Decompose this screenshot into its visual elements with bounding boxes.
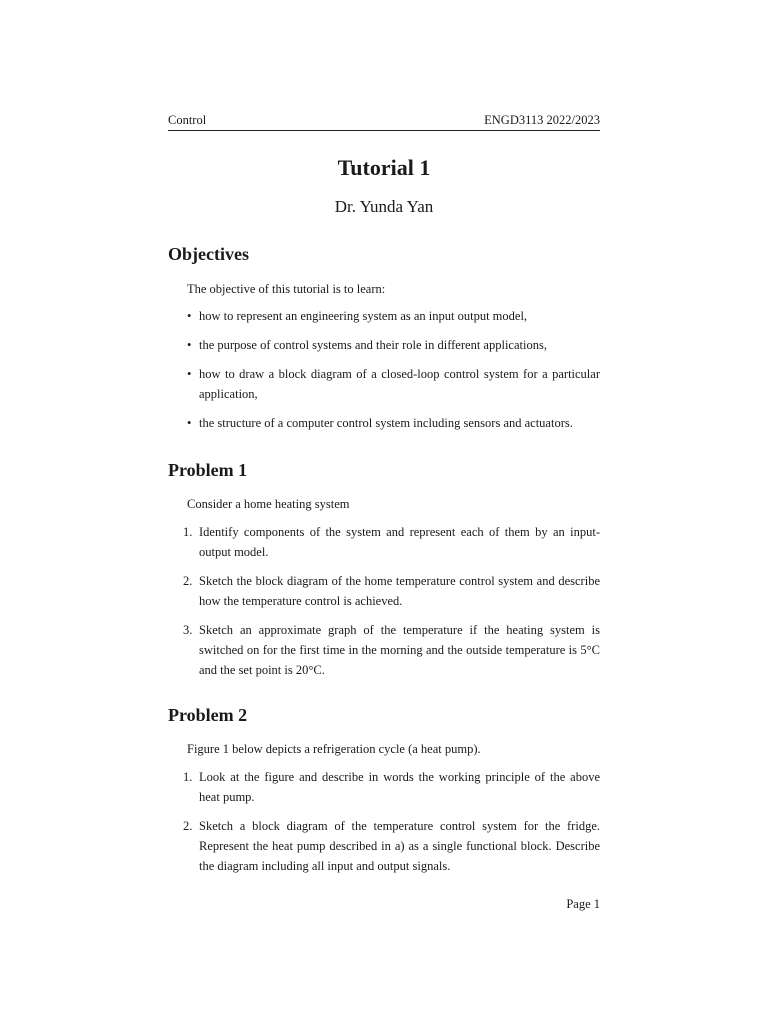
problem2-item	[168, 767, 600, 807]
item-number: 3.	[183, 623, 193, 637]
objectives-intro: The objective of this tutorial is to learn:	[187, 282, 386, 296]
problem1-list	[168, 522, 600, 680]
objectives-list	[168, 306, 600, 433]
document-title: Tutorial 1	[337, 155, 431, 180]
item-text: Sketch a block diagram of the temperature control system for the fridge. Represent the heat pump described in a) as a single functional block. Describe the diagram including all input and output signals.	[199, 819, 600, 873]
objective-item: • the purpose of control systems and their role in different applications,	[168, 335, 600, 355]
problem2-list	[168, 767, 600, 876]
problem1-item	[168, 571, 600, 611]
item-text: Sketch the block diagram of the home temperature control system and describe how the temperature control is achieved.	[199, 574, 600, 608]
item-number: 1.	[183, 770, 193, 784]
objective-item: • the structure of a computer control system including sensors and actuators.	[168, 413, 600, 433]
problem2-intro: Figure 1 below depicts a refrigeration cycle (a heat pump).	[187, 742, 481, 756]
item-text: Sketch an approximate graph of the temperature if the heating system is switched on for the first time in the morning and the outside temperature is 5°C and the set point is 20°C.	[199, 623, 600, 677]
item-number: 2.	[183, 819, 193, 833]
document-author: Dr. Yunda Yan	[334, 197, 434, 216]
header-course-name: Control	[168, 113, 207, 127]
item-text: Identify components of the system and represent each of them by an input-output model.	[199, 525, 600, 559]
item-text: Look at the figure and describe in words the working principle of the above heat pump.	[199, 770, 600, 804]
item-number: 2.	[183, 574, 193, 588]
item-number: 1.	[183, 525, 193, 539]
objective-item: • how to represent an engineering system as an input output model,	[168, 306, 600, 326]
running-header	[168, 112, 600, 131]
problem2-heading: Problem 2	[168, 705, 248, 725]
objective-item: • how to draw a block diagram of a closed-loop control system for a particular application,	[168, 364, 600, 404]
objectives-heading: Objectives	[168, 244, 249, 264]
problem2-item	[168, 816, 600, 876]
problem1-item	[168, 522, 600, 562]
problem1-item	[168, 620, 600, 680]
page-number: Page 1	[566, 897, 600, 911]
problem1-intro: Consider a home heating system	[187, 497, 350, 511]
problem1-heading: Problem 1	[168, 460, 248, 480]
header-course-code: ENGD3113 2022/2023	[484, 113, 600, 127]
document-page	[168, 0, 600, 1024]
